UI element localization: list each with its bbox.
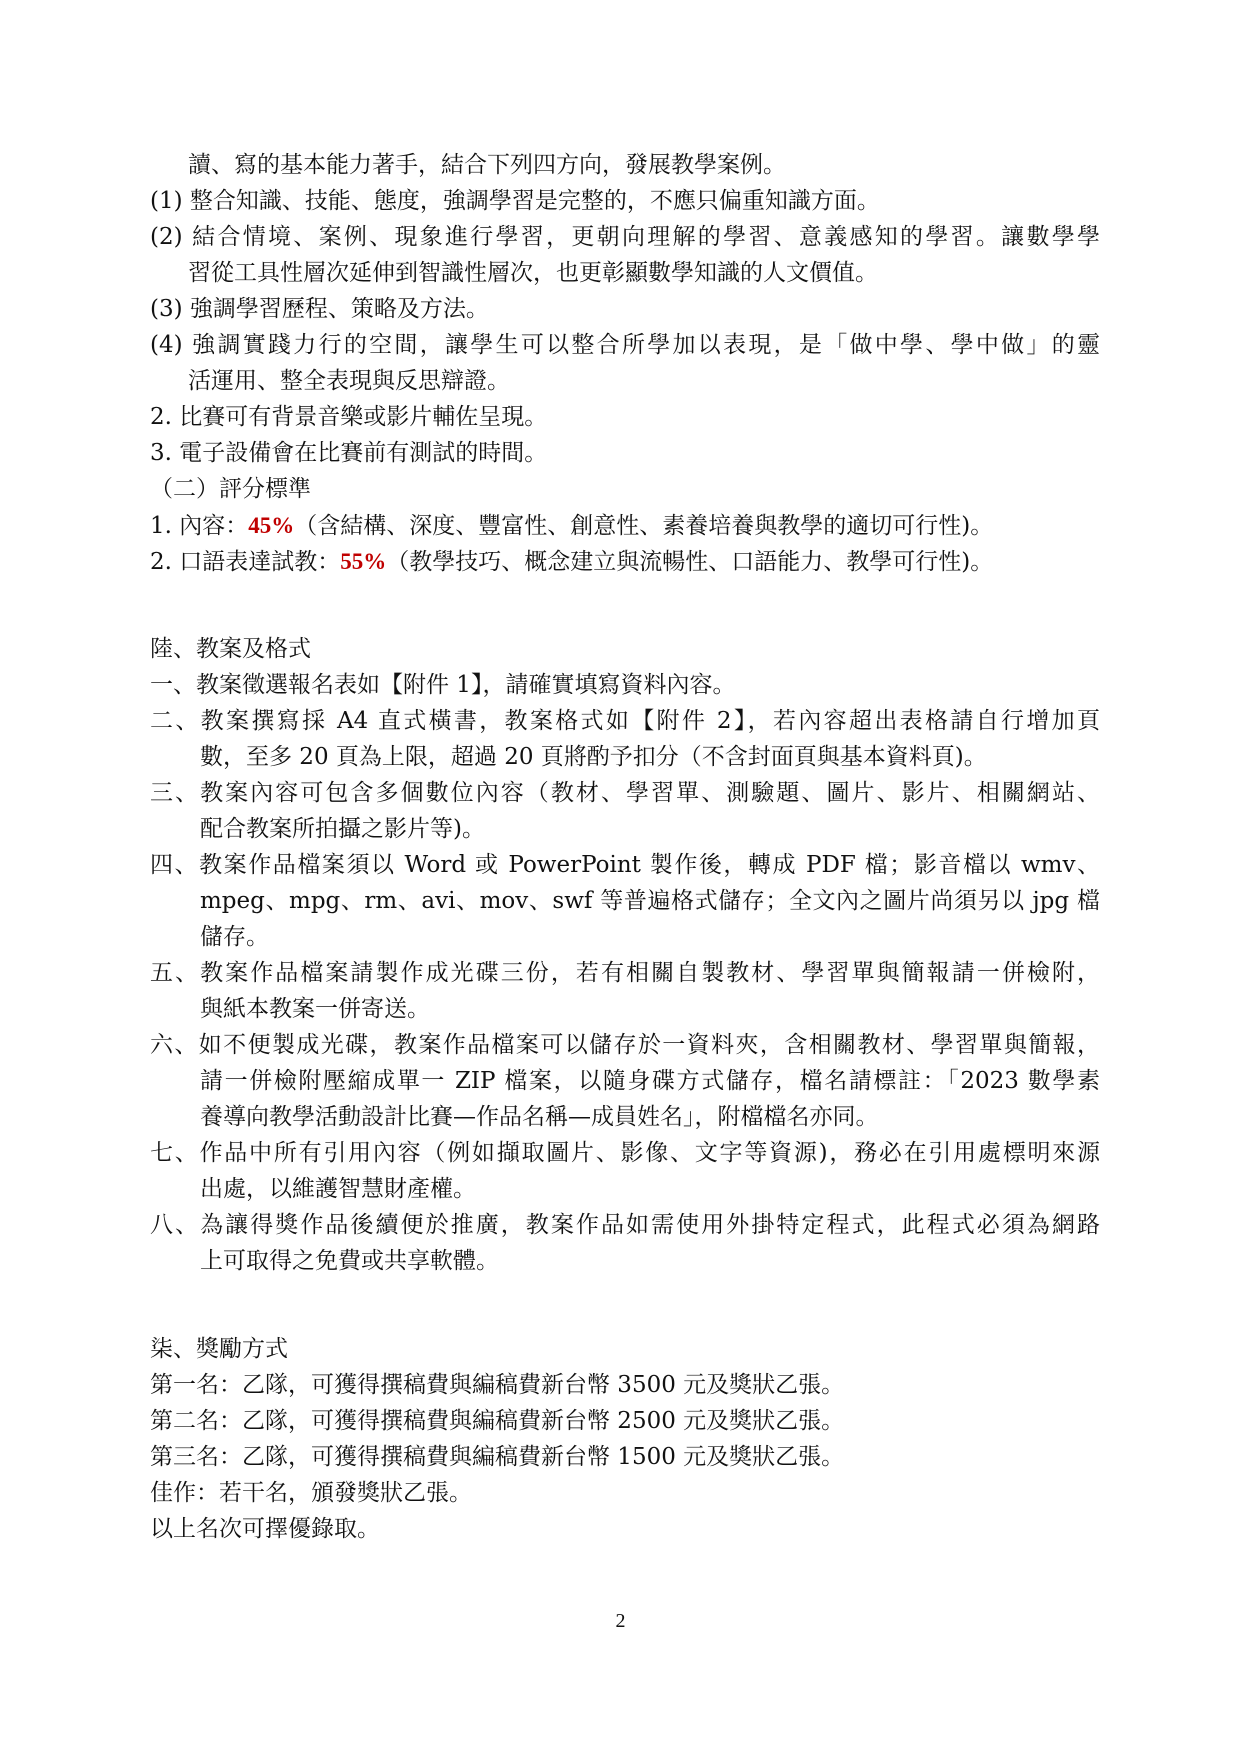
section-6-item-1: 一、教案徵選報名表如【附件 1】，請確實填寫資料內容。 — [150, 672, 736, 698]
award-second-place: 第二名：乙隊，可獲得撰稿費與編稿費新台幣 2500 元及獎狀乙張。 — [150, 1408, 845, 1434]
list-item-2-line2: 習從工具性層次延伸到智識性層次，也更彰顯數學知識的人文價值。 — [188, 260, 878, 286]
award-note: 以上名次可擇優錄取。 — [150, 1516, 380, 1542]
list-item-4-line1: (4) 強調實踐力行的空間，讓學生可以整合所學加以表現，是「做中學、學中做」的靈 — [150, 332, 1100, 358]
section-6-item-2-line1: 二、教案撰寫採 A4 直式橫書，教案格式如【附件 2】，若內容超出表格請自行增加頁 — [150, 708, 1100, 734]
section-7-heading: 柒、獎勵方式 — [150, 1336, 288, 1362]
award-third-place: 第三名：乙隊，可獲得撰稿費與編稿費新台幣 1500 元及獎狀乙張。 — [150, 1444, 845, 1470]
section-6-item-4-line2: mpeg、mpg、rm、avi、mov、swf 等普遍格式儲存；全文內之圖片尚須另以 jpg 檔 — [200, 888, 1100, 914]
scoring-heading: （二）評分標準 — [150, 476, 311, 502]
section-6-item-6-line3: 養導向教學活動設計比賽—作品名稱—成員姓名」，附檔檔名亦同。 — [200, 1104, 879, 1130]
paragraph-intro-continued: 讀、寫的基本能力著手，結合下列四方向，發展教學案例。 — [188, 152, 786, 178]
list-item-1: (1) 整合知識、技能、態度，強調學習是完整的，不應只偏重知識方面。 — [150, 188, 880, 214]
list-item-4-line2: 活運用、整全表現與反思辯證。 — [188, 368, 510, 394]
section-6-item-8-line2: 上可取得之免費或共享軟體。 — [200, 1248, 499, 1274]
scoring-content — [150, 507, 1100, 544]
award-first-place: 第一名：乙隊，可獲得撰稿費與編稿費新台幣 3500 元及獎狀乙張。 — [150, 1372, 845, 1398]
section-6-item-7-line1: 七、作品中所有引用內容（例如擷取圖片、影像、文字等資源)，務必在引用處標明來源 — [150, 1140, 1100, 1166]
section-6-item-8-line1: 八、為讓得獎作品後續便於推廣，教案作品如需使用外掛特定程式，此程式必須為網路 — [150, 1212, 1100, 1238]
note-background-music: 2. 比賽可有背景音樂或影片輔佐呈現。 — [150, 404, 548, 430]
scoring-oral-percent: 55% — [340, 549, 387, 574]
section-6-item-3-line1: 三、教案內容可包含多個數位內容（教材、學習單、測驗題、圖片、影片、相關網站、 — [150, 780, 1100, 806]
section-6-item-5-line1: 五、教案作品檔案請製作成光碟三份，若有相關自製教材、學習單與簡報請一併檢附， — [150, 960, 1100, 986]
scoring-content-percent: 45% — [248, 513, 295, 538]
scoring-content-detail: （含結構、深度、豐富性、創意性、素養培養與教學的適切可行性)。 — [294, 513, 994, 539]
scoring-oral-label: 2. 口語表達試教： — [150, 549, 341, 575]
scoring-oral-detail: （教學技巧、概念建立與流暢性、口語能力、教學可行性)。 — [386, 549, 994, 575]
section-6-item-7-line2: 出處，以維護智慧財產權。 — [200, 1176, 476, 1202]
note-device-testing: 3. 電子設備會在比賽前有測試的時間。 — [150, 440, 548, 466]
section-6-item-3-line2: 配合教案所拍攝之影片等)。 — [200, 816, 485, 842]
section-6-heading: 陸、教案及格式 — [150, 636, 311, 662]
award-honorable-mention: 佳作：若干名，頒發獎狀乙張。 — [150, 1480, 472, 1506]
section-6-item-6-line1: 六、如不便製成光碟，教案作品檔案可以儲存於一資料夾，含相關教材、學習單與簡報， — [150, 1032, 1100, 1058]
scoring-oral — [150, 543, 1100, 580]
section-6-item-4-line3: 儲存。 — [200, 924, 269, 950]
list-item-2-line1: (2) 結合情境、案例、現象進行學習，更朝向理解的學習、意義感知的學習。讓數學學 — [150, 224, 1100, 250]
section-6-item-5-line2: 與紙本教案一併寄送。 — [200, 996, 430, 1022]
section-6-item-2-line2: 數，至多 20 頁為上限，超過 20 頁將酌予扣分（不含封面頁與基本資料頁)。 — [200, 744, 987, 770]
scoring-content-label: 1. 內容： — [150, 513, 249, 539]
section-6-item-4-line1: 四、教案作品檔案須以 Word 或 PowerPoint 製作後，轉成 PDF 檔；影音檔以 wmv、 — [150, 852, 1100, 878]
section-6-item-6-line2: 請一併檢附壓縮成單一 ZIP 檔案，以隨身碟方式儲存，檔名請標註：「2023 數學素 — [200, 1068, 1100, 1094]
list-item-3: (3) 強調學習歷程、策略及方法。 — [150, 296, 489, 322]
page-number: 2 — [615, 1610, 626, 1632]
